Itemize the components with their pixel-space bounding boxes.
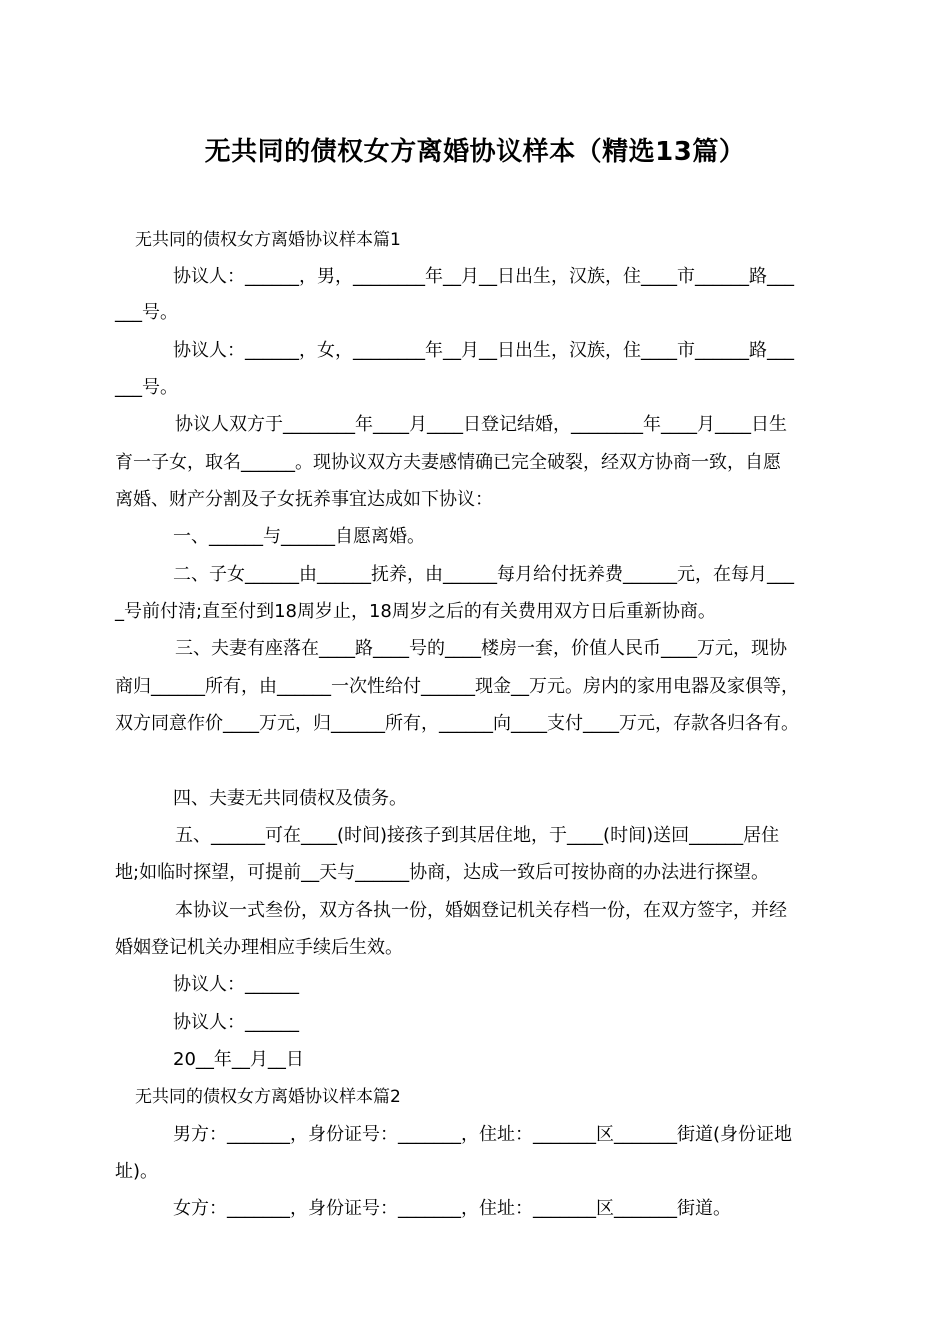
paragraph-line: 女方：_______，身份证号：_______，住址：_______区_______街道。 bbox=[173, 1198, 731, 1219]
paragraph-line: 协议人：______，男，________年__月__日出生，汉族，住____市______路___ bbox=[173, 266, 794, 287]
signature-line: 协议人：______ bbox=[173, 974, 299, 995]
paragraph-line: 四、夫妻无共同债权及债务。 bbox=[173, 788, 407, 809]
paragraph-line: 一、______与______自愿离婚。 bbox=[173, 526, 425, 547]
paragraph-line: 育一子女，取名______。现协议双方夫妻感情确已完全破裂，经双方协商一致，自愿 bbox=[115, 452, 781, 473]
date-line: 20__年__月__日 bbox=[173, 1049, 304, 1070]
paragraph-line: 本协议一式叁份，双方各执一份，婚姻登记机关存档一份，在双方签字，并经 bbox=[175, 900, 787, 921]
paragraph-line: 五、______可在____(时间)接孩子到其居住地，于____(时间)送回______居住 bbox=[175, 825, 780, 846]
paragraph-line: 双方同意作价____万元，归______所有，______向____支付____万元，存款各归各有。 bbox=[115, 713, 799, 734]
paragraph-line: 三、夫妻有座落在____路____号的____楼房一套，价值人民币____万元，现协 bbox=[175, 638, 787, 659]
signature-line: 协议人：______ bbox=[173, 1012, 299, 1033]
document-title: 无共同的债权女方离婚协议样本（精选13篇） bbox=[204, 137, 746, 167]
paragraph-line: 地;如临时探望，可提前__天与______协商，达成一致后可按协商的办法进行探望。 bbox=[115, 862, 770, 883]
paragraph-line: _号前付清;直至付到18周岁止，18周岁之后的有关费用双方日后重新协商。 bbox=[115, 601, 716, 622]
paragraph-line: 婚姻登记机关办理相应手续后生效。 bbox=[115, 937, 403, 958]
paragraph-line: ___号。 bbox=[115, 377, 178, 398]
paragraph-line: 址)。 bbox=[115, 1161, 159, 1182]
paragraph-line: 二、子女______由______抚养，由______每月给付抚养费______元，在每月___ bbox=[173, 564, 794, 585]
section-heading-1: 无共同的债权女方离婚协议样本篇1 bbox=[135, 230, 401, 250]
section-heading-2: 无共同的债权女方离婚协议样本篇2 bbox=[135, 1087, 401, 1107]
paragraph-line: ___号。 bbox=[115, 302, 178, 323]
paragraph-line: 协议人双方于________年____月____日登记结婚，________年____月____日生 bbox=[175, 414, 787, 435]
paragraph-line: 离婚、财产分割及子女抚养事宜达成如下协议： bbox=[115, 489, 493, 510]
paragraph-line: 商归______所有，由______一次性给付______现金__万元。房内的家用电器及家俱等， bbox=[115, 676, 799, 697]
paragraph-line: 男方：_______，身份证号：_______，住址：_______区_______街道(身份证地 bbox=[173, 1124, 793, 1145]
paragraph-line: 协议人：______，女，________年__月__日出生，汉族，住____市______路___ bbox=[173, 340, 794, 361]
